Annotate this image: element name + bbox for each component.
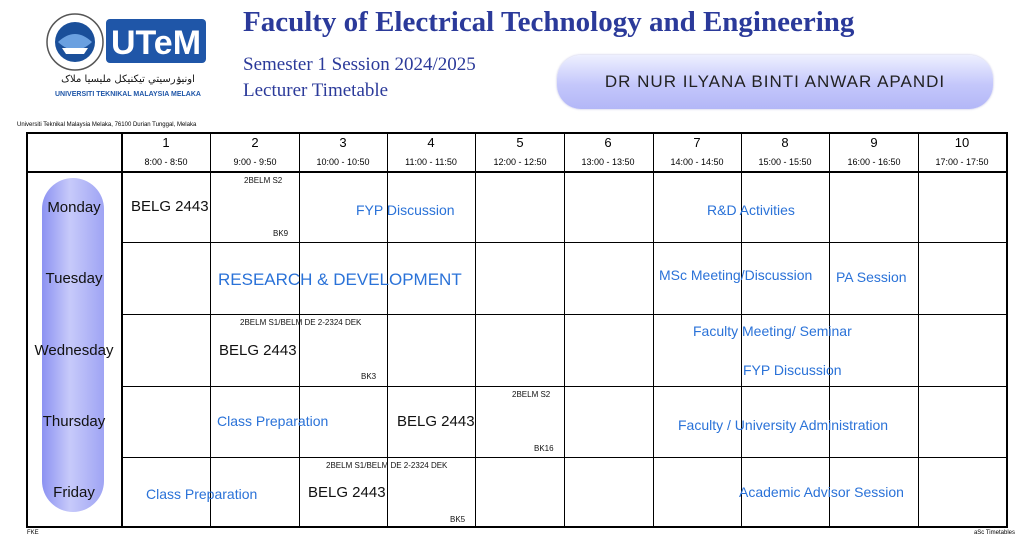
header-divider — [26, 171, 1008, 173]
activity-class-preparation: Class Preparation — [146, 486, 258, 502]
col-divider — [210, 132, 211, 528]
activity-academic-advisor: Academic Advisor Session — [739, 484, 904, 500]
course-code: BELG 2443 — [397, 413, 475, 430]
period-number: 2 — [251, 135, 259, 150]
document-type: Lecturer Timetable — [243, 80, 389, 101]
period-number: 5 — [516, 135, 524, 150]
period-time: 10:00 - 10:50 — [316, 157, 370, 167]
university-seal-icon — [40, 12, 215, 102]
logo-caption: UNIVERSITI TEKNIKAL MALAYSIA MELAKA — [55, 91, 201, 98]
activity-research-development: RESEARCH & DEVELOPMENT — [218, 270, 462, 289]
grid-border-left — [26, 132, 28, 528]
lecturer-name-badge: DR NUR ILYANA BINTI ANWAR APANDI — [557, 55, 993, 109]
period-number: 7 — [693, 135, 701, 150]
course-code: BELG 2443 — [308, 484, 386, 501]
activity-fyp-discussion: FYP Discussion — [743, 362, 842, 378]
period-time: 17:00 - 17:50 — [935, 157, 989, 167]
class-group: 2BELM S2 — [244, 176, 283, 185]
period-number: 4 — [427, 135, 435, 150]
col-divider — [299, 132, 300, 528]
room-code: BK5 — [450, 515, 466, 524]
day-label-friday: Friday — [53, 484, 95, 501]
footer-right-label: aSc Timetables — [973, 530, 1015, 536]
period-number: 9 — [870, 135, 878, 150]
col-divider — [918, 132, 919, 528]
grid-border-top — [26, 132, 1008, 134]
activity-msc-meeting: MSc Meeting/Discussion — [659, 267, 813, 283]
room-code: BK9 — [273, 229, 289, 238]
period-number: 1 — [162, 135, 170, 150]
period-time: 15:00 - 15:50 — [758, 157, 812, 167]
course-code: BELG 2443 — [131, 198, 209, 215]
period-time: 12:00 - 12:50 — [493, 157, 547, 167]
activity-fyp-discussion: FYP Discussion — [356, 202, 455, 218]
address-line: Universiti Teknikal Malaysia Melaka, 76100 Durian Tunggal, Melaka — [17, 122, 197, 128]
activity-administration: Faculty / University Administration — [678, 417, 889, 433]
course-code: BELG 2443 — [219, 342, 297, 359]
class-group: 2BELM S1/BELM DE 2-2324 DEK — [326, 461, 448, 470]
room-code: BK16 — [534, 444, 554, 453]
day-column-divider — [121, 132, 123, 528]
footer-left-label: FKE — [27, 530, 39, 536]
period-number: 8 — [781, 135, 789, 150]
period-time: 11:00 - 11:50 — [405, 157, 457, 167]
room-code: BK3 — [361, 372, 377, 381]
period-time: 13:00 - 13:50 — [581, 157, 635, 167]
col-divider — [475, 132, 476, 528]
period-number: 6 — [604, 135, 612, 150]
activity-rnd: R&D Activities — [707, 202, 795, 218]
activity-faculty-meeting: Faculty Meeting/ Seminar — [693, 323, 852, 339]
col-divider — [564, 132, 565, 528]
activity-class-preparation: Class Preparation — [217, 413, 329, 429]
logo-jawi: اونيۏرسيتي تيكنيكل مليسيا ملاک — [61, 74, 195, 85]
activity-pa-session: PA Session — [836, 269, 907, 285]
grid-border-right — [1006, 132, 1008, 528]
period-number: 10 — [954, 135, 970, 150]
logo-text: UTeM — [110, 24, 202, 62]
period-time: 16:00 - 16:50 — [847, 157, 901, 167]
day-label-tuesday: Tuesday — [45, 270, 103, 287]
col-divider — [653, 132, 654, 528]
period-time: 8:00 - 8:50 — [144, 157, 188, 167]
class-group: 2BELM S1/BELM DE 2-2324 DEK — [240, 318, 362, 327]
period-time: 14:00 - 14:50 — [670, 157, 724, 167]
day-label-wednesday: Wednesday — [34, 342, 114, 359]
grid-border-bottom — [26, 526, 1008, 528]
utem-logo — [40, 12, 215, 102]
class-group: 2BELM S2 — [512, 390, 551, 399]
day-label-thursday: Thursday — [42, 413, 106, 430]
period-time: 9:00 - 9:50 — [233, 157, 277, 167]
faculty-title: Faculty of Electrical Technology and Engineering — [243, 6, 855, 38]
day-label-monday: Monday — [47, 199, 101, 216]
semester-label: Semester 1 Session 2024/2025 — [243, 54, 476, 75]
period-number: 3 — [339, 135, 347, 150]
